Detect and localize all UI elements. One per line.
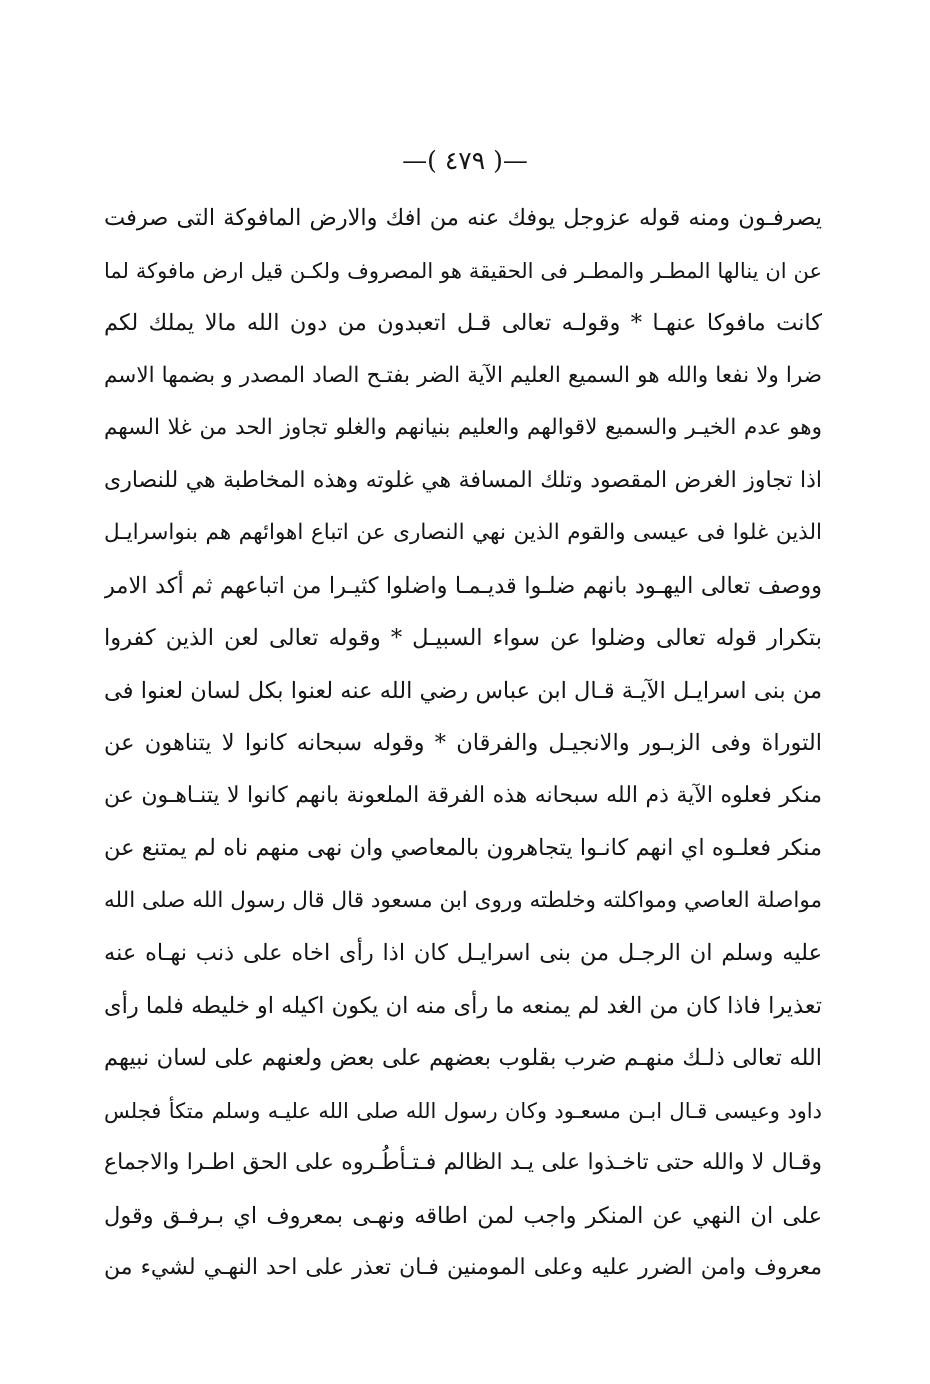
page-number: —( ٤٧٩ )— bbox=[402, 146, 528, 175]
text-line-9: بتكرار قوله تعالى وضلوا عن سواء السبيـل * وقوله تعالى لعن الذين كفروا bbox=[104, 625, 822, 651]
text-line-5: وهو عدم الخيـر والسميع لاقوالهم والعليم بنيانهم والغلو تجاوز الحد من غلا السهم bbox=[104, 415, 822, 440]
text-line-14: مواصلة العاصي ومواكلته وخلطته وروى ابن مسعود قال قال رسول الله صلى الله bbox=[104, 887, 822, 913]
text-line-10: من بنى اسرايـل الآيـة قـال ابن عباس رضي الله عنه لعنوا بكل لسان لعنوا فى bbox=[104, 677, 822, 704]
text-line-18: داود وعيسى قـال ابـن مسعـود وكان رسول الله صلى الله عليـه وسلم متكأ فجلس bbox=[104, 1098, 822, 1123]
text-body bbox=[104, 192, 822, 1295]
text-line-1: يصرفـون ومنه قوله عزوجل يوفك عنه من افك والارض المافوكة التى صرفت bbox=[104, 205, 822, 231]
text-line-12: منكر فعلوه الآية ذم الله سبحانه هذه الفرقة الملعونة بانهم كانوا لا يتنـاهـون عن bbox=[104, 782, 822, 808]
text-line-16: تعذيرا فاذا كان من الغد لم يمنعه ما رأى منه ان يكون اكيله او خليطه فلما رأى bbox=[104, 992, 822, 1019]
text-line-17: الله تعالى ذلـك منهـم ضرب بقلوب بعضهم على بعض ولعنهم على لسان نبيهم bbox=[104, 1045, 822, 1071]
text-line-20: على ان النهي عن المنكر واجب لمن اطاقه ونهـى بمعروف اي بـرفـق وقول bbox=[104, 1202, 822, 1229]
text-line-11: التوراة وفى الزبـور والانجيـل والفرقان * وقوله سبحانه كانوا لا يتناهون عن bbox=[104, 730, 822, 756]
text-line-3: كانت مافوكا عنهـا * وقولـه تعالى قـل اتعبدون من دون الله مالا يملك لكم bbox=[104, 310, 822, 336]
text-line-4: ضرا ولا نفعا والله هو السميع العليم الآية الضر بفتـح الصاد المصدر و بضمها الاسم bbox=[104, 362, 822, 388]
text-line-13: منكر فعلـوه اي انهم كانـوا يتجاهرون بالمعاصي وان نهى منهم ناه لم يمتنع عن bbox=[104, 835, 822, 861]
text-line-2: عن ان ينالها المطـر والمطـر فى الحقيقة هو المصروف ولكـن قيل ارض مافوكة لما bbox=[104, 258, 822, 283]
text-line-21: معروف وامن الضرر عليه وعلى المومنين فـان تعذر على احد النهـي لشيء من bbox=[104, 1255, 822, 1280]
text-line-15: عليه وسلم ان الرجـل من بنى اسرايـل كان اذا رأى اخاه على ذنب نهـاه عنه bbox=[104, 940, 822, 966]
text-line-19: وقـال لا والله حتى تاخـذوا على يـد الظالم فـتـأطُـروه على الحق اطـرا والاجماع bbox=[104, 1150, 822, 1175]
text-line-6: اذا تجاوز الغرض المقصود وتلك المسافة هي غلوته وهذه المخاطبة هي للنصارى bbox=[104, 467, 822, 493]
text-line-8: ووصف تعالى اليهـود بانهم ضلـوا قديـمـا واضلوا كثيـرا من اتباعهم ثم أكد الامر bbox=[104, 572, 822, 599]
text-line-7: الذين غلوا فى عيسى والقوم الذين نهي النصارى عن اتباع اهوائهم هم بنواسرايـل bbox=[104, 520, 822, 545]
